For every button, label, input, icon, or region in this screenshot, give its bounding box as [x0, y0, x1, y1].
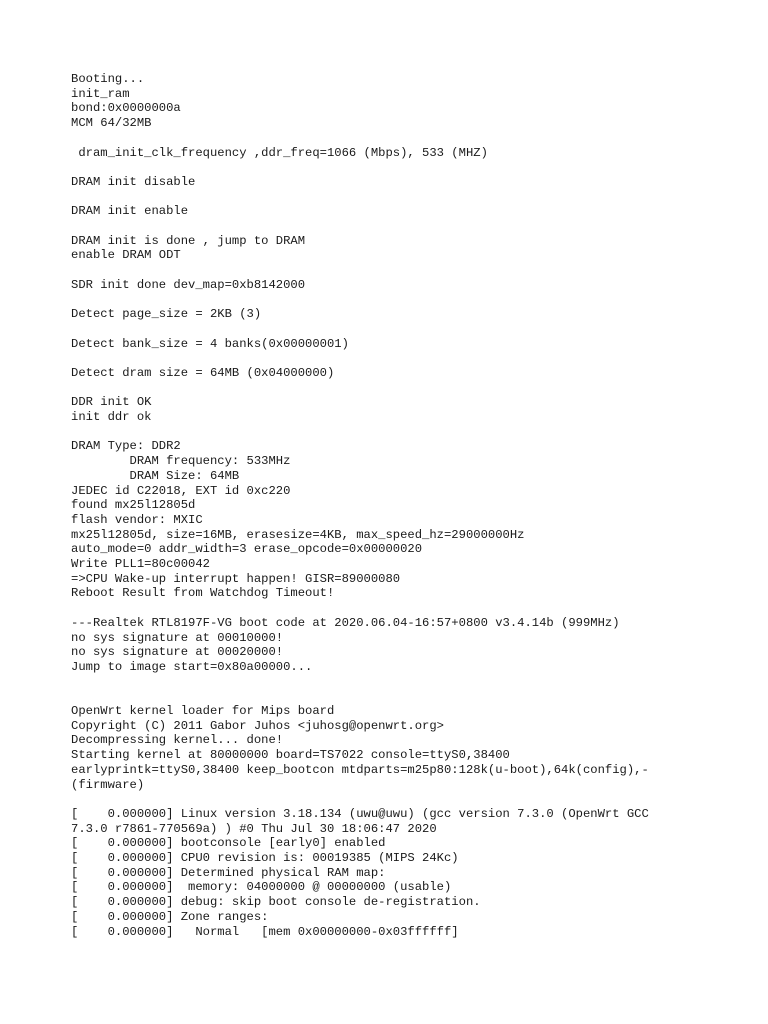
log-line: [ 0.000000] debug: skip boot console de-registration.	[71, 895, 481, 910]
log-line: auto_mode=0 addr_width=3 erase_opcode=0x00000020	[71, 542, 423, 557]
log-line: DRAM init is done , jump to DRAM	[71, 233, 306, 248]
log-line: Decompressing kernel... done!	[71, 733, 284, 748]
log-line	[71, 425, 649, 440]
log-line	[71, 675, 649, 690]
log-line	[71, 351, 649, 366]
log-line: JEDEC id C22018, EXT id 0xc220	[71, 483, 291, 498]
log-line: Write PLL1=80c00042	[71, 557, 210, 572]
log-line: [ 0.000000] memory: 04000000 @ 00000000 (usable)	[71, 880, 452, 895]
log-line: DRAM Type: DDR2	[71, 439, 181, 454]
log-line: DRAM Size: 64MB	[71, 468, 240, 483]
log-line: no sys signature at 00020000!	[71, 645, 284, 660]
log-line	[71, 601, 649, 616]
log-line: found mx25l12805d	[71, 498, 196, 513]
log-line: flash vendor: MXIC	[71, 512, 203, 527]
log-line: init ddr ok	[71, 410, 152, 425]
log-line: no sys signature at 00010000!	[71, 630, 284, 645]
log-line: Detect dram size = 64MB (0x04000000)	[71, 365, 335, 380]
log-line: ---Realtek RTL8197F-VG boot code at 2020.06.04-16:57+0800 v3.4.14b (999MHz)	[71, 615, 620, 630]
log-line	[71, 381, 649, 396]
log-line: Detect bank_size = 4 banks(0x00000001)	[71, 336, 349, 351]
log-line: DDR init OK	[71, 395, 152, 410]
log-line: [ 0.000000] Normal [mem 0x00000000-0x03ffffff]	[71, 924, 459, 939]
log-line: earlyprintk=ttyS0,38400 keep_bootcon mtdparts=m25p80:128k(u-boot),64k(config),-	[71, 762, 649, 777]
log-line: bond:0x0000000a	[71, 101, 181, 116]
log-line: DRAM frequency: 533MHz	[71, 454, 291, 469]
log-line: =>CPU Wake-up interrupt happen! GISR=89000080	[71, 571, 401, 586]
log-line	[71, 219, 649, 234]
log-line: [ 0.000000] Determined physical RAM map:	[71, 865, 386, 880]
log-line: DRAM init enable	[71, 204, 189, 219]
log-line: Booting...	[71, 72, 145, 86]
log-line	[71, 160, 649, 175]
log-line: Copyright (C) 2011 Gabor Juhos <juhosg@openwrt.org>	[71, 718, 444, 733]
log-line: DRAM init disable	[71, 174, 196, 189]
log-line: (firmware)	[71, 777, 145, 792]
log-line	[71, 190, 649, 205]
log-line: [ 0.000000] bootconsole [early0] enabled	[71, 836, 386, 851]
log-line	[71, 263, 649, 278]
log-line: Starting kernel at 80000000 board=TS7022 console=ttyS0,38400	[71, 748, 510, 763]
boot-log	[71, 72, 649, 939]
log-line	[71, 792, 649, 807]
log-line: enable DRAM ODT	[71, 248, 181, 263]
log-line	[71, 292, 649, 307]
log-line: OpenWrt kernel loader for Mips board	[71, 704, 335, 719]
log-line: [ 0.000000] CPU0 revision is: 00019385 (MIPS 24Kc)	[71, 851, 459, 866]
log-line: 7.3.0 r7861-770569a) ) #0 Thu Jul 30 18:06:47 2020	[71, 821, 437, 836]
log-line: init_ram	[71, 86, 130, 101]
log-line: [ 0.000000] Linux version 3.18.134 (uwu@uwu) (gcc version 7.3.0 (OpenWrt GCC	[71, 806, 649, 821]
log-line	[71, 689, 649, 704]
log-line	[71, 131, 649, 146]
log-line: dram_init_clk_frequency ,ddr_freq=1066 (Mbps), 533 (MHZ)	[71, 145, 488, 160]
log-line: Jump to image start=0x80a00000...	[71, 659, 313, 674]
log-line: MCM 64/32MB	[71, 116, 152, 131]
log-line: Reboot Result from Watchdog Timeout!	[71, 586, 335, 601]
log-line: [ 0.000000] Zone ranges:	[71, 909, 269, 924]
log-line: SDR init done dev_map=0xb8142000	[71, 277, 306, 292]
log-line: mx25l12805d, size=16MB, erasesize=4KB, max_speed_hz=29000000Hz	[71, 527, 525, 542]
log-line	[71, 322, 649, 337]
log-line: Detect page_size = 2KB (3)	[71, 307, 262, 322]
